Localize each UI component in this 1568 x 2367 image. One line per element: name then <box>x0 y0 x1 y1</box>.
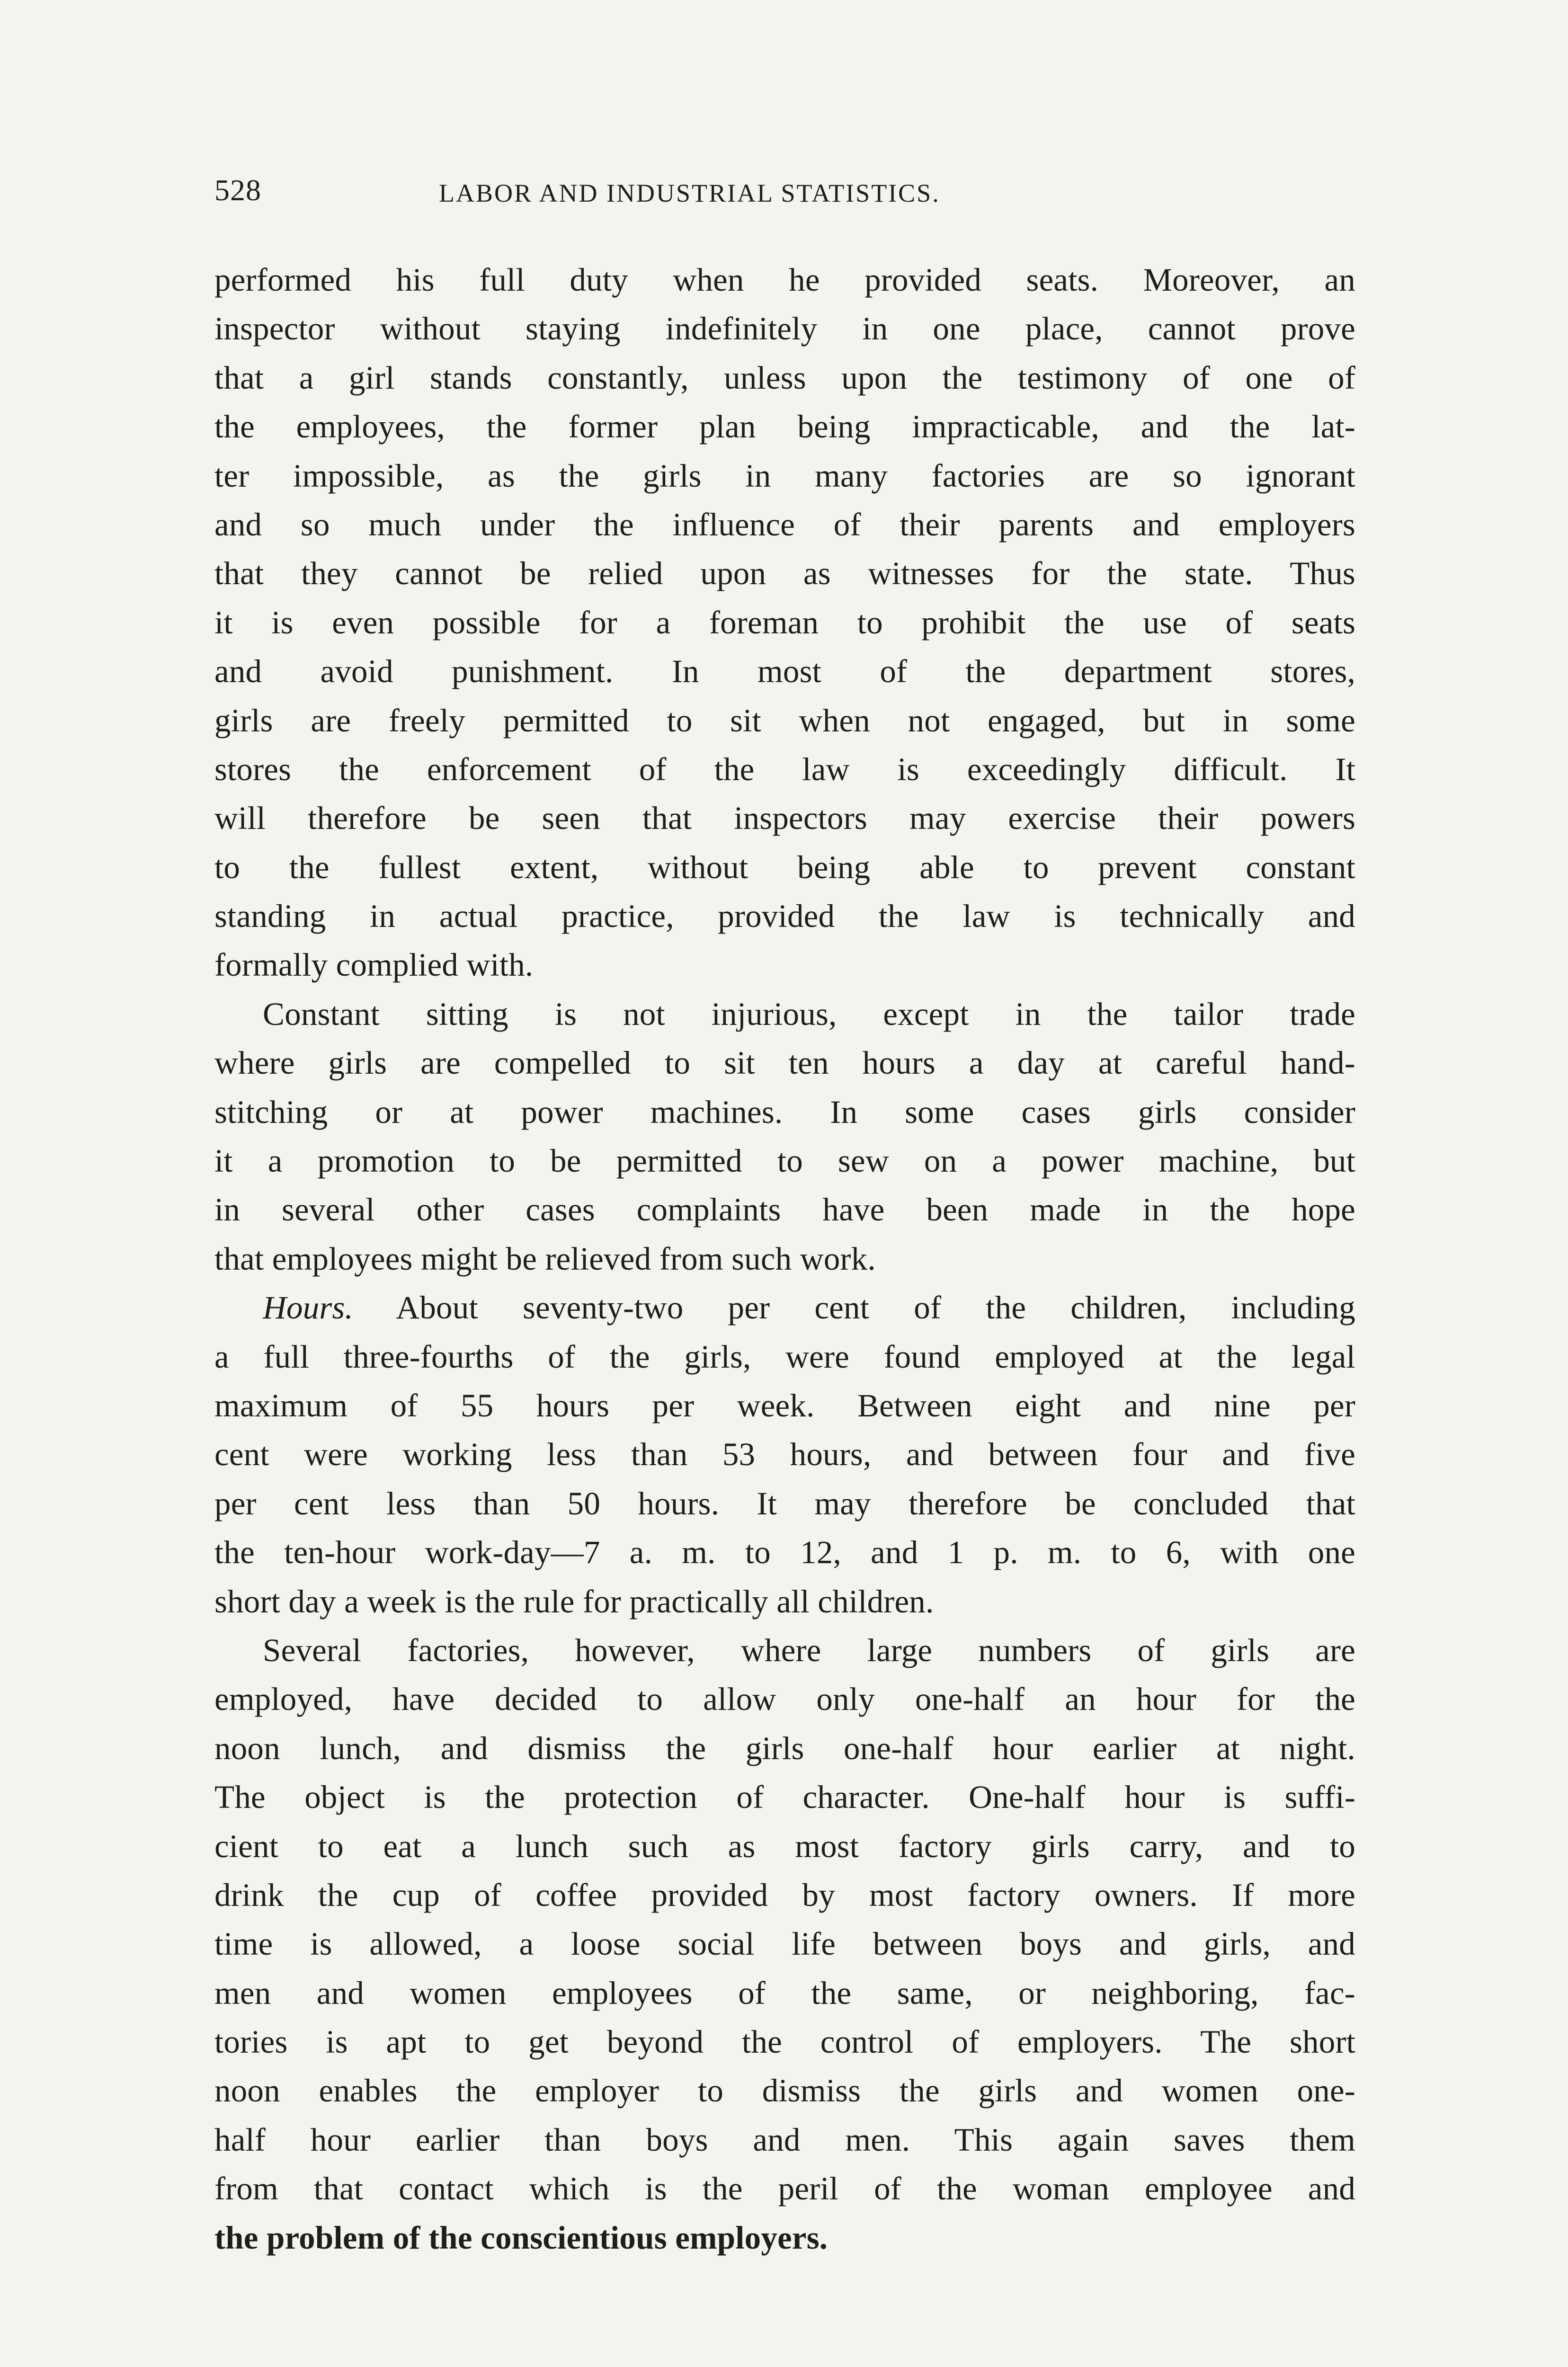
paragraph-4 <box>214 1626 1355 2262</box>
text-line: that a girl stands constantly, unless upon the testimony of one of <box>214 359 1355 396</box>
text-line: half hour earlier than boys and men. This again saves them <box>214 2121 1355 2158</box>
text-line: a full three-fourths of the girls, were found employed at the legal <box>214 1338 1355 1375</box>
text-line: that they cannot be relied upon as witnesses for the state. Thus <box>214 555 1355 592</box>
text-line: from that contact which is the peril of the woman employee and <box>214 2171 1355 2207</box>
text-line: standing in actual practice, provided the law is technically and <box>214 898 1355 934</box>
text-line <box>214 1283 1355 1332</box>
text-line: girls are freely permitted to sit when not engaged, but in some <box>214 702 1355 739</box>
text-line: Constant sitting is not injurious, except in the tailor trade <box>263 996 1355 1032</box>
text-line: it a promotion to be permitted to sew on a power machine, but <box>214 1143 1355 1179</box>
text-line: inspector without staying indefinitely in one place, cannot prove <box>214 311 1355 347</box>
text-line: performed his full duty when he provided seats. Moreover, an <box>214 262 1355 298</box>
text-line: cent were working less than 53 hours, and between four and five <box>214 1436 1355 1473</box>
text-line: and so much under the influence of their parents and employers <box>214 506 1355 543</box>
text-line: cient to eat a lunch such as most factory girls carry, and to <box>214 1828 1355 1864</box>
text-line: the problem of the conscientious employers. <box>214 2219 828 2256</box>
text-line: the employees, the former plan being impracticable, and the lat- <box>214 409 1355 445</box>
paragraph-2 <box>214 990 1355 1283</box>
text-line: in several other cases complaints have been made in the hope <box>214 1192 1355 1228</box>
text-line: short day a week is the rule for practically all children. <box>214 1583 934 1620</box>
paragraph-1 <box>214 256 1355 990</box>
page-number: 528 <box>214 173 261 207</box>
text-line: noon enables the employer to dismiss the girls and women one- <box>214 2073 1355 2109</box>
text-line: that employees might be relieved from such work. <box>214 1240 876 1277</box>
running-head: LABOR AND INDUSTRIAL STATISTICS. <box>439 179 940 207</box>
text-line: ter impossible, as the girls in many factories are so ignorant <box>214 457 1355 494</box>
text-line: drink the cup of coffee provided by most factory owners. If more <box>214 1877 1355 1913</box>
body-text <box>214 256 1355 2262</box>
text-line: formally complied with. <box>214 947 534 983</box>
text-line: Several factories, however, where large numbers of girls are <box>263 1632 1355 1668</box>
text-line: and avoid punishment. In most of the department stores, <box>214 653 1355 690</box>
text-run: About seventy-two per cent of the children, including <box>396 1290 1355 1326</box>
text-line: to the fullest extent, without being able to prevent constant <box>214 849 1355 885</box>
text-line: stitching or at power machines. In some cases girls consider <box>214 1094 1355 1130</box>
text-line: noon lunch, and dismiss the girls one-half hour earlier at night. <box>214 1730 1355 1766</box>
text-line: tories is apt to get beyond the control of employers. The short <box>214 2024 1355 2060</box>
text-line: stores the enforcement of the law is exceedingly difficult. It <box>214 751 1355 787</box>
text-line: will therefore be seen that inspectors may exercise their powers <box>214 800 1355 836</box>
text-line: where girls are compelled to sit ten hours a day at careful hand- <box>214 1045 1355 1081</box>
text-line: men and women employees of the same, or neighboring, fac- <box>214 1975 1355 2011</box>
sidehead-hours: Hours. <box>263 1290 353 1326</box>
text-line: maximum of 55 hours per week. Between eight and nine per <box>214 1387 1355 1424</box>
text-line: The object is the protection of character. One-half hour is suffi- <box>214 1779 1355 1815</box>
page-header <box>214 167 1426 214</box>
text-line: it is even possible for a foreman to prohibit the use of seats <box>214 604 1355 641</box>
text-line: time is allowed, a loose social life between boys and girls, and <box>214 1926 1355 1962</box>
text-line: the ten-hour work-day—7 a. m. to 12, and 1 p. m. to 6, with one <box>214 1534 1355 1571</box>
paragraph-3 <box>214 1283 1355 1626</box>
text-line: employed, have decided to allow only one-half an hour for the <box>214 1681 1355 1717</box>
text-line: per cent less than 50 hours. It may therefore be concluded that <box>214 1485 1355 1522</box>
